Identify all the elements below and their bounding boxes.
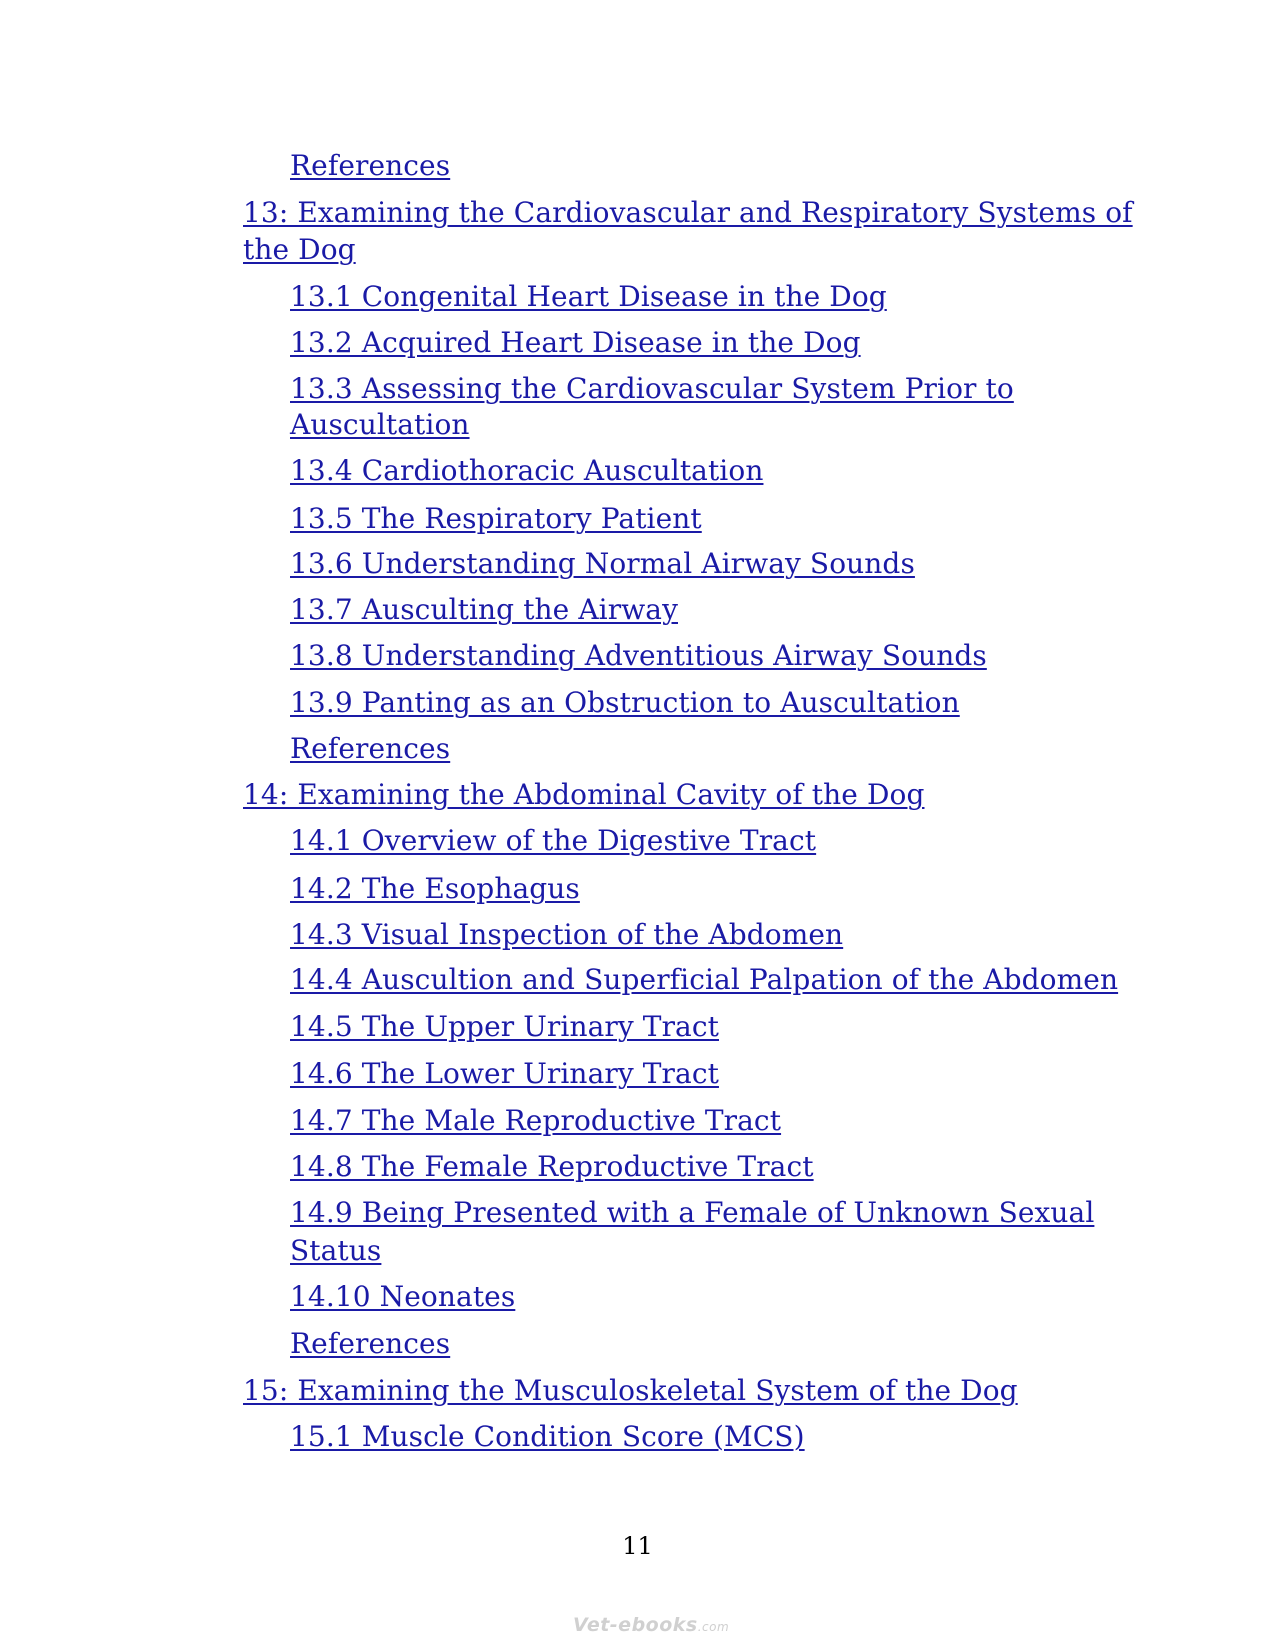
toc-section-13-6[interactable]: 13.6 Understanding Normal Airway Sounds [290,547,915,580]
toc-section-13-2[interactable]: 13.2 Acquired Heart Disease in the Dog [290,326,861,359]
toc-section-15-1[interactable]: 15.1 Muscle Condition Score (MCS) [290,1420,805,1453]
toc-section-13-9[interactable]: 13.9 Panting as an Obstruction to Auscultation [290,686,960,719]
watermark-suffix-text: .com [697,1620,730,1634]
toc-section-14-8[interactable]: 14.8 The Female Reproductive Tract [290,1150,814,1183]
toc-section-14-10[interactable]: 14.10 Neonates [290,1280,516,1313]
toc-chapter-13[interactable]: 13: Examining the Cardiovascular and Respiratory Systems of [243,196,1133,229]
toc-entry-references-14[interactable]: References [290,1327,451,1360]
toc-section-13-5[interactable]: 13.5 The Respiratory Patient [290,502,702,535]
toc-entry-references-12[interactable]: References [290,149,451,182]
toc-section-13-8[interactable]: 13.8 Understanding Adventitious Airway Sounds [290,639,987,672]
page-number: 11 [622,1532,653,1560]
toc-chapter-14[interactable]: 14: Examining the Abdominal Cavity of the Dog [243,778,925,811]
toc-section-14-4[interactable]: 14.4 Auscultion and Superficial Palpation of the Abdomen [290,963,1119,996]
toc-section-14-2[interactable]: 14.2 The Esophagus [290,872,580,905]
toc-section-14-3[interactable]: 14.3 Visual Inspection of the Abdomen [290,918,844,951]
toc-section-14-6[interactable]: 14.6 The Lower Urinary Tract [290,1057,719,1090]
toc-section-14-5[interactable]: 14.5 The Upper Urinary Tract [290,1010,719,1043]
toc-section-13-1[interactable]: 13.1 Congenital Heart Disease in the Dog [290,280,887,313]
toc-section-13-3-continued[interactable]: Auscultation [290,408,470,441]
toc-section-14-9-continued[interactable]: Status [290,1234,382,1267]
toc-section-14-7[interactable]: 14.7 The Male Reproductive Tract [290,1104,782,1137]
toc-section-13-4[interactable]: 13.4 Cardiothoracic Auscultation [290,454,764,487]
watermark-main-text: Vet-ebooks [573,1614,698,1636]
toc-section-13-7[interactable]: 13.7 Ausculting the Airway [290,593,678,626]
toc-section-14-1[interactable]: 14.1 Overview of the Digestive Tract [290,824,817,857]
toc-section-14-9[interactable]: 14.9 Being Presented with a Female of Unknown Sexual [290,1196,1095,1229]
toc-section-13-3[interactable]: 13.3 Assessing the Cardiovascular System Prior to [290,372,1014,405]
toc-chapter-13-continued[interactable]: the Dog [243,233,356,266]
watermark-logo [573,1614,729,1636]
toc-entry-references-13[interactable]: References [290,732,451,765]
toc-chapter-15[interactable]: 15: Examining the Musculoskeletal System of the Dog [243,1374,1018,1407]
